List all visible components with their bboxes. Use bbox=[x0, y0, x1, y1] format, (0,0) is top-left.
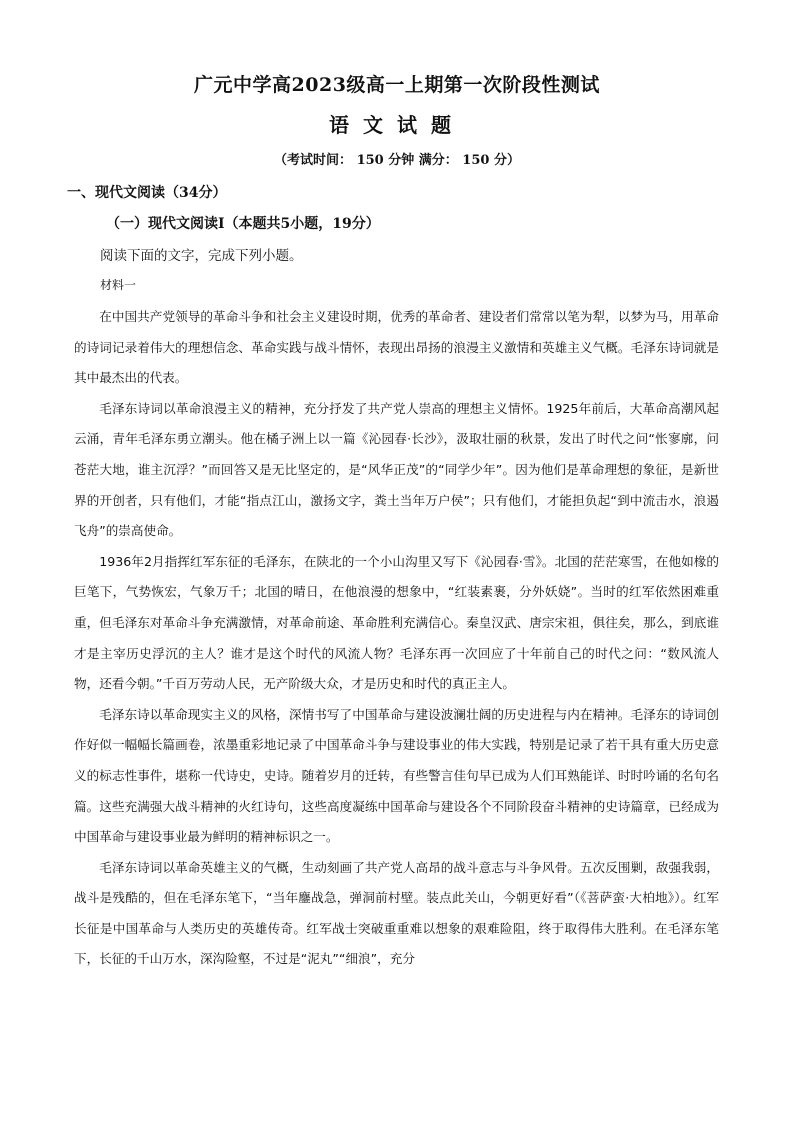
paragraph: 毛泽东诗词以革命浪漫主义的精神，充分抒发了共产党人崇高的理想主义情怀。1925年前后，大革命高潮风起云涌，青年毛泽东勇立潮头。他在橘子洲上以一篇《沁园春·长沙》，汲取壮丽的秋景，发出了时代之问“怅寥廓，问苍茫大地，谁主沉浮？”而回答又是无比坚定的，是“风华正茂”的“同学少年”。因为他们是革命理想的象征，是新世界的开创者，只有他们，才能“指点江山，激扬文字，粪土当年万户侯”；只有他们，才能担负起“到中流击水，浪遏飞舟”的崇高使命。 bbox=[74, 400, 719, 539]
exam-info: （考试时间： 150 分钟 满分： 150 分） bbox=[274, 153, 520, 168]
paragraph: 1936年2月指挥红军东征的毛泽东，在陕北的一个小山沟里又写下《沁园春·雪》。北国的茫茫寒雪，在他如椽的巨笔下，气势恢宏，气象万千；北国的晴日，在他浪漫的想象中，“红装素裹，分外妖娆”。当时的红军依然困难重重，但毛泽东对革命斗争充满激情，对革命前途、革命胜利充满信心。秦皇汉武、唐宗宋祖，俱往矣，那么，到底谁才是主宰历史浮沉的主人？谁才是这个时代的风流人物？毛泽东再一次回应了十年前自己的时代之问：“数风流人物，还看今朝。”千百万劳动人民，无产阶级大众，才是历史和时代的真正主人。 bbox=[74, 553, 719, 692]
reading-instruction: 阅读下面的文字，完成下列小题。 bbox=[100, 248, 303, 264]
subject-title: 语文试题 bbox=[329, 113, 465, 137]
material-label: 材料一 bbox=[100, 278, 137, 292]
subsection-heading: （一）现代文阅读Ⅰ（本题共5小题，19分） bbox=[106, 216, 380, 232]
paragraph: 毛泽东诗以革命现实主义的风格，深情书写了中国革命与建设波澜壮阔的历史进程与内在精神。毛泽东的诗词创作好似一幅幅长篇画卷，浓墨重彩地记录了中国革命斗争与建设事业的伟大实践，特别是记录了若干具有重大历史意义的标志性事件，堪称一代诗史，史诗。随着岁月的迁转，有些警言佳句早已成为人们耳熟能详、时时吟诵的名句名篇。这些充满强大战斗精神的火红诗句，这些高度凝练中国革命与建设各个不同阶段奋斗精神的史诗篇章，已经成为中国革命与建设事业最为鲜明的精神标识之一。 bbox=[74, 706, 719, 845]
passage-body bbox=[74, 302, 719, 975]
school-exam-title: 广元中学高2023级高一上期第一次阶段性测试 bbox=[194, 74, 600, 96]
paragraph: 毛泽东诗词以革命英雄主义的气概，生动刻画了共产党人高昂的战斗意志与斗争风骨。五次反围剿，敌强我弱，战斗是残酷的，但在毛泽东笔下，“当年鏖战急，弹洞前村壁。装点此关山，今朝更好看”（《菩萨蛮·大柏地》）。红军长征是中国革命与人类历史的英雄传奇。红军战士突破重重难以想象的艰难险阻，终于取得伟大胜利。在毛泽东笔下，长征的千山万水，深沟险壑，不过是“泥丸”“细浪”，充分 bbox=[74, 859, 719, 967]
section-heading: 一、现代文阅读（34分） bbox=[67, 185, 227, 201]
paragraph: 在中国共产党领导的革命斗争和社会主义建设时期，优秀的革命者、建设者们常常以笔为犁，以梦为马，用革命的诗词记录着伟大的理想信念、革命实践与战斗情怀，表现出昂扬的浪漫主义激情和英雄主义气概。毛泽东诗词就是其中最杰出的代表。 bbox=[74, 309, 719, 386]
